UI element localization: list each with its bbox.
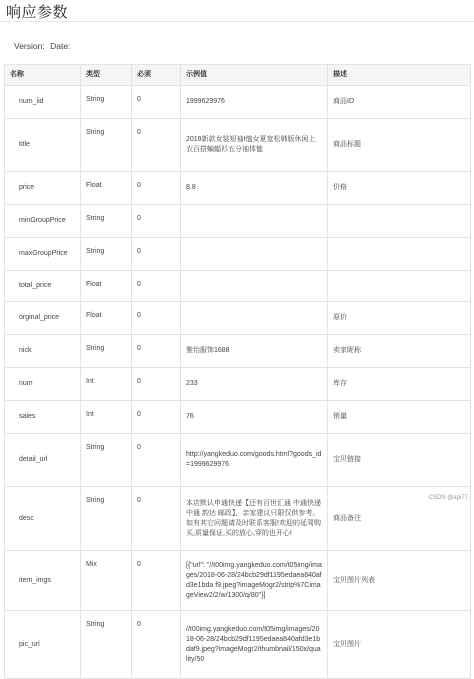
param-type: Float [81, 271, 132, 302]
param-description: 原价 [328, 302, 471, 335]
header-type: 类型 [81, 65, 132, 86]
watermark: CSDN @api77 [428, 495, 468, 501]
param-required: 0 [132, 172, 181, 205]
param-type: Mix [81, 551, 132, 611]
param-required: 0 [132, 271, 181, 302]
param-name: title [5, 119, 81, 172]
param-example: 本店默认申通快递【还有百世汇通 中通快递 中通 韵达 邮政】，亲家建议只限仅供参考。如有其它问题请及时联系客服!欢迎的延驾购买,质量保证,买的放心,穿的也开心! [181, 487, 328, 551]
table-row [5, 205, 471, 238]
param-name: sales [5, 401, 81, 434]
param-example [181, 238, 328, 271]
param-required: 0 [132, 551, 181, 611]
param-example: 1999629976 [181, 86, 328, 119]
param-name: num [5, 368, 81, 401]
param-required: 0 [132, 86, 181, 119]
param-type: String [81, 86, 132, 119]
param-description [328, 238, 471, 271]
table-row [5, 401, 471, 434]
param-description: 销量 [328, 401, 471, 434]
param-description [328, 271, 471, 302]
param-required: 0 [132, 205, 181, 238]
param-type: String [81, 434, 132, 487]
table-row [5, 238, 471, 271]
param-example [181, 302, 328, 335]
param-description: 商品ID [328, 86, 471, 119]
table-row [5, 551, 471, 611]
param-example: [{"url": "//t00img.yangkeduo.com/t05img/images/2018-06-28/24bcb29df1195edaea840afd3e1bda f9.jpeg?imageMogr2/strip%7CimageView2/2/w/1300/q/80"}] [181, 551, 328, 611]
table-row [5, 487, 471, 551]
param-name: pic_url [5, 611, 81, 679]
param-type: String [81, 238, 132, 271]
param-name: desc [5, 487, 81, 551]
param-example [181, 205, 328, 238]
param-description [328, 205, 471, 238]
header-example: 示例值 [181, 65, 328, 86]
param-example: 76 [181, 401, 328, 434]
param-example: 233 [181, 368, 328, 401]
table-row [5, 368, 471, 401]
table-row [5, 302, 471, 335]
table-row [5, 434, 471, 487]
param-description: 宝贝图片列表 [328, 551, 471, 611]
param-type: Float [81, 302, 132, 335]
param-type: Int [81, 401, 132, 434]
param-name: maxGroupPrice [5, 238, 81, 271]
param-description: 宝贝链接 [328, 434, 471, 487]
param-required: 0 [132, 302, 181, 335]
param-required: 0 [132, 368, 181, 401]
table-row [5, 611, 471, 679]
param-type: String [81, 487, 132, 551]
param-type: String [81, 205, 132, 238]
param-type: String [81, 611, 132, 679]
param-required: 0 [132, 434, 181, 487]
param-name: price [5, 172, 81, 205]
version-date-line [14, 41, 73, 51]
param-name: minGroupPrice [5, 205, 81, 238]
header-description: 描述 [328, 65, 471, 86]
param-name: item_imgs [5, 551, 81, 611]
table-row [5, 86, 471, 119]
param-name: nick [5, 335, 81, 368]
param-description: 商品标题 [328, 119, 471, 172]
header-name: 名称 [5, 65, 81, 86]
param-description: 价格 [328, 172, 471, 205]
header-required: 必须 [132, 65, 181, 86]
param-name: orginal_price [5, 302, 81, 335]
param-type: String [81, 335, 132, 368]
param-name: num_iid [5, 86, 81, 119]
param-example [181, 271, 328, 302]
param-required: 0 [132, 119, 181, 172]
param-example: 8.8 [181, 172, 328, 205]
title-divider [0, 21, 474, 22]
param-type: Int [81, 368, 132, 401]
response-params-table [4, 64, 471, 679]
param-example: 雅怡服饰1688 [181, 335, 328, 368]
param-type: Float [81, 172, 132, 205]
param-description: 商品备注 [328, 487, 471, 551]
table-row [5, 172, 471, 205]
param-example: 2019新款女装短袖t恤女夏宽松韩版休闲上衣百搭蝙蝠衫五分袖体恤 [181, 119, 328, 172]
param-required: 0 [132, 487, 181, 551]
param-required: 0 [132, 238, 181, 271]
page-title: 响应参数 [6, 4, 69, 21]
table-row [5, 335, 471, 368]
param-example: //t00img.yangkeduo.com/t05img/images/2018-06-28/24bcb29df1195edaea840afd3e1bdaf9.jpeg?imageMogr2/thumbnail/150x/quality/50 [181, 611, 328, 679]
param-type: String [81, 119, 132, 172]
table-row [5, 271, 471, 302]
param-required: 0 [132, 611, 181, 679]
param-description: 库存 [328, 368, 471, 401]
param-required: 0 [132, 335, 181, 368]
param-example: http://yangkeduo.com/goods.html?goods_id=1999629976 [181, 434, 328, 487]
param-name: total_price [5, 271, 81, 302]
table-row [5, 119, 471, 172]
param-name: detail_url [5, 434, 81, 487]
table-header-row [5, 65, 471, 86]
param-description: 卖家昵称 [328, 335, 471, 368]
param-description: 宝贝图片 [328, 611, 471, 679]
param-required: 0 [132, 401, 181, 434]
version-label: Version: [14, 41, 45, 51]
date-label: Date: [50, 41, 71, 51]
